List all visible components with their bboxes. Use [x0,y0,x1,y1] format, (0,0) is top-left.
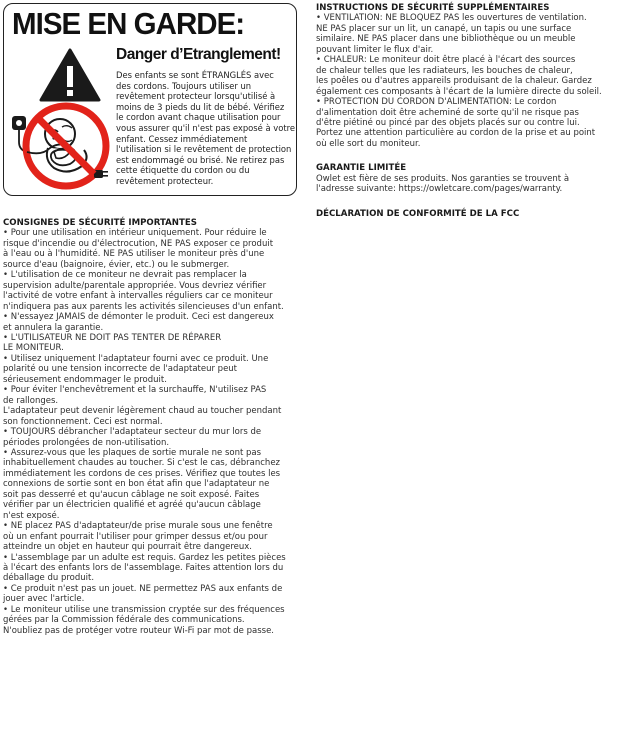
text-line: polarité ou une tension incorrecte de l'adaptateur peut [3,364,238,375]
text-line: • Ce produit n'est pas un jouet. NE permettez PAS aux enfants de [3,583,283,594]
warning-body-line: vous assurer qu'il n'est pas exposé à votre [116,122,296,133]
text-line: • TOUJOURS débrancher l'adaptateur secteur du mur lors de [3,427,262,438]
strangulation-hazard-icon [10,94,114,192]
additional-safety-lines [316,13,620,149]
warning-body-line: enfant. Cessez immédiatement [116,133,248,144]
important-safety-lines [3,228,303,636]
text-line: • NE placez PAS d'adaptateur/de prise murale sous une fenêtre [3,521,273,532]
warning-body-line: est endommagé ou brisé. Ne retirez pas [116,154,285,165]
warning-body-line: le cordon avant chaque utilisation pour [116,112,281,123]
text-line: • Pour éviter l'enchevêtrement et la surchauffe, N'utilisez PAS [3,385,267,396]
text-line: n'est exposé. [3,510,60,521]
text-line: • N'essayez JAMAIS de démonter le produit. Ceci est dangereux [3,312,274,323]
text-line: de rallonges. [3,395,59,406]
text-line: LE MONITEUR. [3,343,64,354]
text-line: de chaleur telles que les radiateurs, les bouches de chaleur, [316,65,573,76]
text-line: à l'eau ou à l'humidité. NE PAS utiliser le moniteur près d'une [3,249,265,260]
right-column [316,3,620,219]
fcc-heading: DÉCLARATION DE CONFORMITÉ DE LA FCC [316,208,520,219]
text-line: atteindre un objet en hauteur qui pourrait être dangereux. [3,542,252,553]
text-line: • L'UTILISATEUR NE DOIT PAS TENTER DE RÉPARER [3,332,222,343]
text-line: supervision adulte/parentale appropriée. Vous devriez vérifier [3,280,267,291]
text-line: NE PAS placer sur un lit, un canapé, un tapis ou une surface [316,23,572,34]
text-line: • Le moniteur utilise une transmission cryptée sur des fréquences [3,604,285,615]
text-line: • VENTILATION: NE BLOQUEZ PAS les ouvertures de ventilation. [316,13,587,24]
warning-body-line: revêtement protecteur. [116,175,214,186]
text-line: où un enfant pourrait l'utiliser pour grimper dessus et/ou pour [3,531,268,542]
additional-safety-heading: INSTRUCTIONS DE SÉCURITÉ SUPPLÉMENTAIRES [316,3,550,13]
text-line: source d'eau (baignoire, évier, etc.) ou le submerger. [3,259,230,270]
text-line: • Pour une utilisation en intérieur uniquement. Pour réduire le [3,228,267,239]
text-line: n'indiquera pas aux parents les activités silencieuses d'un enfant. [3,301,284,312]
text-line: soit pas desserré et qu'aucun câblage ne soit exposé. Faites [3,489,260,500]
text-line: et annulera la garantie. [3,322,104,333]
text-line: l'activité de votre enfant à intervalles réguliers car ce moniteur [3,291,273,302]
text-line: gérées par la Commission fédérale des communications. [3,615,245,626]
important-safety-section [3,218,303,636]
warranty-lines [316,174,620,195]
text-line: déballage du produit. [3,573,95,584]
text-line: risque d'incendie ou d'électrocution, NE PAS exposer ce produit [3,238,274,249]
text-line: • Utilisez uniquement l'adaptateur fourni avec ce produit. Une [3,353,269,364]
text-line: immédiatement les cordons de ces prises. Vérifiez que toutes les [3,468,281,479]
text-line: son fonctionnement. Ceci est normal. [3,416,163,427]
section-gap [316,149,620,163]
text-line: d'alimentation doit être acheminé de sorte qu'il ne risque pas [316,107,579,118]
text-line: connexions de sortie sont en bon état afin que l'adaptateur ne [3,479,270,490]
warning-body [116,70,298,187]
warning-body-line: moins de 3 pieds du lit de bébé. Vérifiez [116,101,285,112]
text-line: • Assurez-vous que les plaques de sortie murale ne sont pas [3,447,262,458]
text-line: sérieusement endommager le produit. [3,374,167,385]
warning-body-line: revêtement protecteur lorsqu'utilisé à [116,91,276,102]
warning-title: MISE EN GARDE: [12,6,245,41]
text-line: à l'écart des enfants lors de l'assemblage. Faites attention lors du [3,562,284,573]
warning-box [3,3,297,196]
text-line: Portez une attention particulière au cordon de la prise et au point [316,128,596,139]
warranty-url-line: l'adresse suivante: https://owletcare.com/pages/warranty. [316,184,563,195]
text-line: L'adaptateur peut devenir légèrement chaud au toucher pendant [3,406,282,417]
warning-body-line: cette étiquette du cordon ou du [116,165,250,176]
text-line: jouer avec l'article. [3,594,85,605]
warranty-heading: GARANTIE LIMITÉE [316,163,407,174]
section-gap [316,195,620,209]
text-line: périodes prolongées de non-utilisation. [3,437,170,448]
text-line: où elle sort du moniteur. [316,138,421,149]
text-line: inhabituellement chaudes au toucher. Si c'est le cas, débranchez [3,458,281,469]
warning-body-line: des cordons. Toujours utiliser un [116,80,252,91]
warning-body-line: l'utilisation si le revêtement de protection [116,144,292,155]
text-line: • CHALEUR: Le moniteur doit être placé à l'écart des sources [316,55,576,66]
text-line: vérifier par un électricien qualifié et agréé qu'aucun câblage [3,500,261,511]
text-line: les poêles ou d'autres appareils produisant de la chaleur. Gardez [316,76,592,87]
text-line: • PROTECTION DU CORDON D'ALIMENTATION: Le cordon [316,97,557,108]
text-line: Owlet est fière de ses produits. Nos garanties se trouvent à [316,173,570,184]
text-line: d'être piétiné ou pincé par des objets placés sur ou contre lui. [316,117,580,128]
text-line: • L'assemblage par un adulte est requis. Gardez les petites pièces [3,552,286,563]
important-safety-heading: CONSIGNES DE SÉCURITÉ IMPORTANTES [3,218,197,228]
text-line: pouvant limiter le flux d'air. [316,44,434,55]
text-line: N'oubliez pas de protéger votre routeur Wi-Fi par mot de passe. [3,625,275,636]
warning-body-line: Des enfants se sont ÉTRANGLÉS avec [116,70,274,80]
text-line: similaire. NE PAS placer dans une bibliothèque ou un meuble [316,34,576,45]
text-line: également ces composants à l'écart de la lumière directe du soleil. [316,86,602,97]
warning-subtitle: Danger d’Etranglement! [116,46,281,63]
text-line: • L'utilisation de ce moniteur ne devrait pas remplacer la [3,270,247,281]
